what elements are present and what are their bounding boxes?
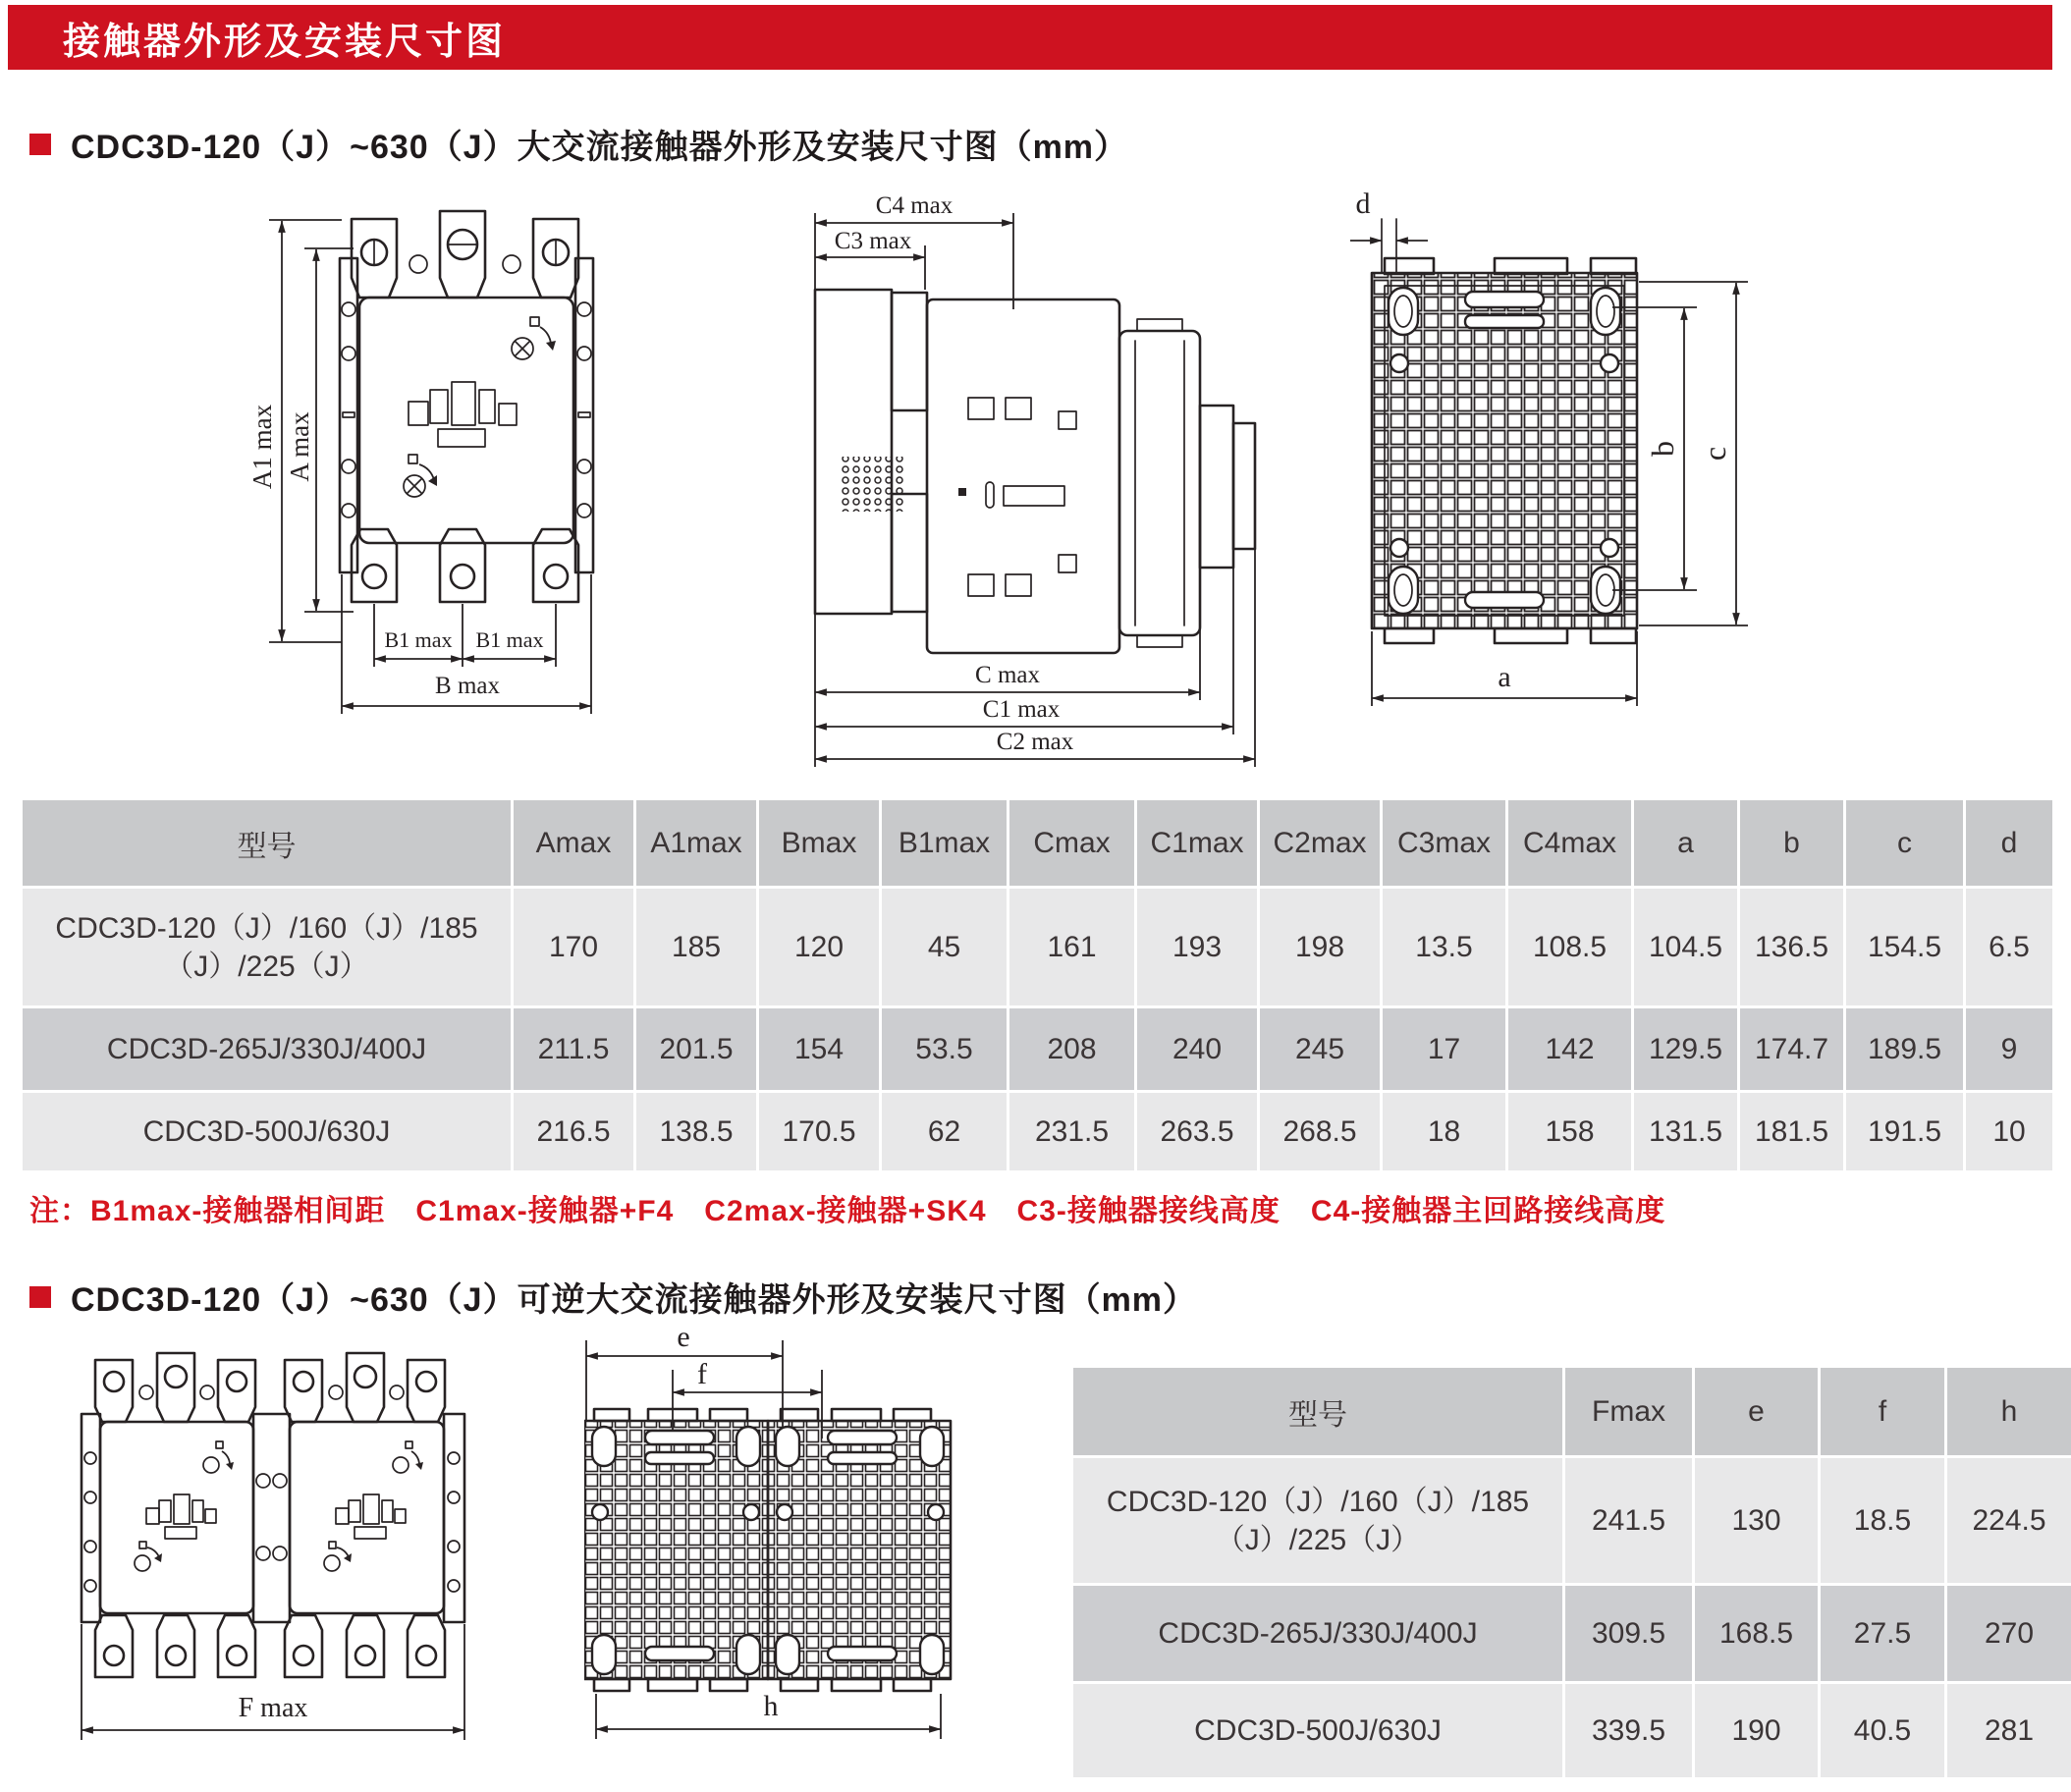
col-header-h: h [1946, 1367, 2071, 1457]
rear-view-drawing [1306, 162, 1836, 751]
value-cell: 138.5 [635, 1092, 758, 1172]
side-view-drawing [776, 162, 1267, 771]
adjust-screw-icon [324, 1542, 352, 1571]
value-cell: 104.5 [1633, 888, 1739, 1007]
col-header-f: f [1820, 1367, 1946, 1457]
value-cell: 281 [1946, 1683, 2071, 1779]
reversible-front-view-drawing [49, 1335, 599, 1777]
value-cell: 270 [1946, 1585, 2071, 1683]
value-cell: 339.5 [1564, 1683, 1694, 1779]
dim-label-amax: A max [285, 411, 314, 482]
model-cell: CDC3D-120（J）/160（J）/185（J）/225（J） [1072, 1457, 1564, 1585]
dim-label-f: f [697, 1358, 707, 1390]
value-cell: 40.5 [1820, 1683, 1946, 1779]
value-cell: 154 [758, 1007, 881, 1092]
table-row [22, 888, 2054, 1007]
value-cell: 193 [1136, 888, 1259, 1007]
col-header-b: b [1739, 799, 1845, 888]
col-header-a1max: A1max [635, 799, 758, 888]
section2-title: CDC3D-120（J）~630（J）可逆大交流接触器外形及安装尺寸图（mm） [71, 1281, 1198, 1319]
col-header-b1max: B1max [881, 799, 1008, 888]
value-cell: 263.5 [1136, 1092, 1259, 1172]
dim-label-e: e [677, 1321, 690, 1353]
value-cell: 161 [1008, 888, 1136, 1007]
front-view-drawing [226, 162, 658, 751]
page-title: 接触器外形及安装尺寸图 [63, 21, 507, 63]
table-row [22, 1092, 2054, 1172]
value-cell: 208 [1008, 1007, 1136, 1092]
value-cell: 17 [1382, 1007, 1507, 1092]
col-header-bmax: Bmax [758, 799, 881, 888]
col-header-e: e [1694, 1367, 1820, 1457]
value-cell: 9 [1965, 1007, 2054, 1092]
adjust-screw-icon [393, 1441, 423, 1473]
dim-label-bmax: B max [435, 673, 500, 699]
value-cell: 241.5 [1564, 1457, 1694, 1585]
section1-title: CDC3D-120（J）~630（J）大交流接触器外形及安装尺寸图（mm） [71, 129, 1129, 166]
value-cell: 185 [635, 888, 758, 1007]
adjust-screw-icon [512, 317, 556, 359]
col-header-d: d [1965, 799, 2054, 888]
dim-label-fmax: F max [238, 1693, 308, 1723]
table-row [1072, 1683, 2071, 1779]
value-cell: 18 [1382, 1092, 1507, 1172]
value-cell: 268.5 [1259, 1092, 1382, 1172]
value-cell: 27.5 [1820, 1585, 1946, 1683]
dim-label-cmax: C max [975, 662, 1040, 688]
red-square-bullet-icon [29, 1286, 51, 1308]
table2-header-row [1072, 1367, 2071, 1457]
table1-header-row [22, 799, 2054, 888]
value-cell: 158 [1507, 1092, 1633, 1172]
col-header-c1max: C1max [1136, 799, 1259, 888]
table-row [1072, 1457, 2071, 1585]
model-cell: CDC3D-500J/630J [1072, 1683, 1564, 1779]
value-cell: 189.5 [1845, 1007, 1965, 1092]
col-header-cmax: Cmax [1008, 799, 1136, 888]
page-banner [8, 5, 2052, 70]
value-cell: 224.5 [1946, 1457, 2071, 1585]
dim-label-a: a [1498, 661, 1511, 693]
col-header-c2max: C2max [1259, 799, 1382, 888]
col-header-model: 型号 [22, 799, 513, 888]
dim-label-h: h [763, 1690, 779, 1722]
value-cell: 245 [1259, 1007, 1382, 1092]
reversible-rear-view-drawing [584, 1311, 997, 1787]
value-cell: 216.5 [513, 1092, 635, 1172]
table-row [1072, 1585, 2071, 1683]
model-cell: CDC3D-265J/330J/400J [22, 1007, 513, 1092]
dim-label-c2max: C2 max [996, 729, 1074, 755]
value-cell: 198 [1259, 888, 1382, 1007]
dim-label-b1max-right: B1 max [475, 627, 544, 652]
col-header-c: c [1845, 799, 1965, 888]
red-square-bullet-icon [29, 134, 51, 155]
dim-label-a1max: A1 max [247, 404, 277, 490]
value-cell: 240 [1136, 1007, 1259, 1092]
model-cell: CDC3D-120（J）/160（J）/185（J）/225（J） [22, 888, 513, 1007]
value-cell: 191.5 [1845, 1092, 1965, 1172]
value-cell: 154.5 [1845, 888, 1965, 1007]
dim-label-d: d [1355, 188, 1371, 220]
adjust-screw-icon [404, 455, 437, 497]
model-cell: CDC3D-500J/630J [22, 1092, 513, 1172]
value-cell: 130 [1694, 1457, 1820, 1585]
value-cell: 142 [1507, 1007, 1633, 1092]
value-cell: 45 [881, 888, 1008, 1007]
value-cell: 309.5 [1564, 1585, 1694, 1683]
value-cell: 62 [881, 1092, 1008, 1172]
value-cell: 211.5 [513, 1007, 635, 1092]
col-header-fmax: Fmax [1564, 1367, 1694, 1457]
dim-label-c4max: C4 max [875, 192, 954, 219]
adjust-screw-icon [135, 1542, 162, 1571]
col-header-c4max: C4max [1507, 799, 1633, 888]
value-cell: 18.5 [1820, 1457, 1946, 1585]
dimension-table-2 [1070, 1365, 2071, 1780]
dimension-table-1 [20, 797, 2055, 1173]
section1-heading [29, 120, 1128, 168]
value-cell: 108.5 [1507, 888, 1633, 1007]
coil-terminal-cluster [146, 1494, 216, 1539]
value-cell: 53.5 [881, 1007, 1008, 1092]
value-cell: 190 [1694, 1683, 1820, 1779]
table-note: 注：B1max-接触器相间距 C1max-接触器+F4 C2max-接触器+SK4 C3-接触器接线高度 C4-接触器主回路接线高度 [29, 1195, 1666, 1227]
value-cell: 168.5 [1694, 1585, 1820, 1683]
value-cell: 6.5 [1965, 888, 2054, 1007]
col-header-a: a [1633, 799, 1739, 888]
value-cell: 131.5 [1633, 1092, 1739, 1172]
value-cell: 120 [758, 888, 881, 1007]
coil-terminal-cluster [409, 382, 517, 447]
value-cell: 201.5 [635, 1007, 758, 1092]
dim-label-b: b [1645, 441, 1680, 457]
value-cell: 170 [513, 888, 635, 1007]
col-header-model: 型号 [1072, 1367, 1564, 1457]
coil-terminal-cluster [336, 1494, 406, 1539]
value-cell: 170.5 [758, 1092, 881, 1172]
table-row [22, 1007, 2054, 1092]
value-cell: 13.5 [1382, 888, 1507, 1007]
value-cell: 231.5 [1008, 1092, 1136, 1172]
dim-label-b1max-left: B1 max [384, 627, 453, 652]
value-cell: 181.5 [1739, 1092, 1845, 1172]
ventilation-dots [841, 457, 903, 512]
col-header-amax: Amax [513, 799, 635, 888]
value-cell: 10 [1965, 1092, 2054, 1172]
dim-label-c: c [1697, 446, 1732, 462]
value-cell: 174.7 [1739, 1007, 1845, 1092]
value-cell: 136.5 [1739, 888, 1845, 1007]
col-header-c3max: C3max [1382, 799, 1507, 888]
value-cell: 129.5 [1633, 1007, 1739, 1092]
adjust-screw-icon [203, 1441, 234, 1473]
model-cell: CDC3D-265J/330J/400J [1072, 1585, 1564, 1683]
dim-label-c1max: C1 max [982, 696, 1061, 723]
dim-label-c3max: C3 max [834, 228, 912, 254]
